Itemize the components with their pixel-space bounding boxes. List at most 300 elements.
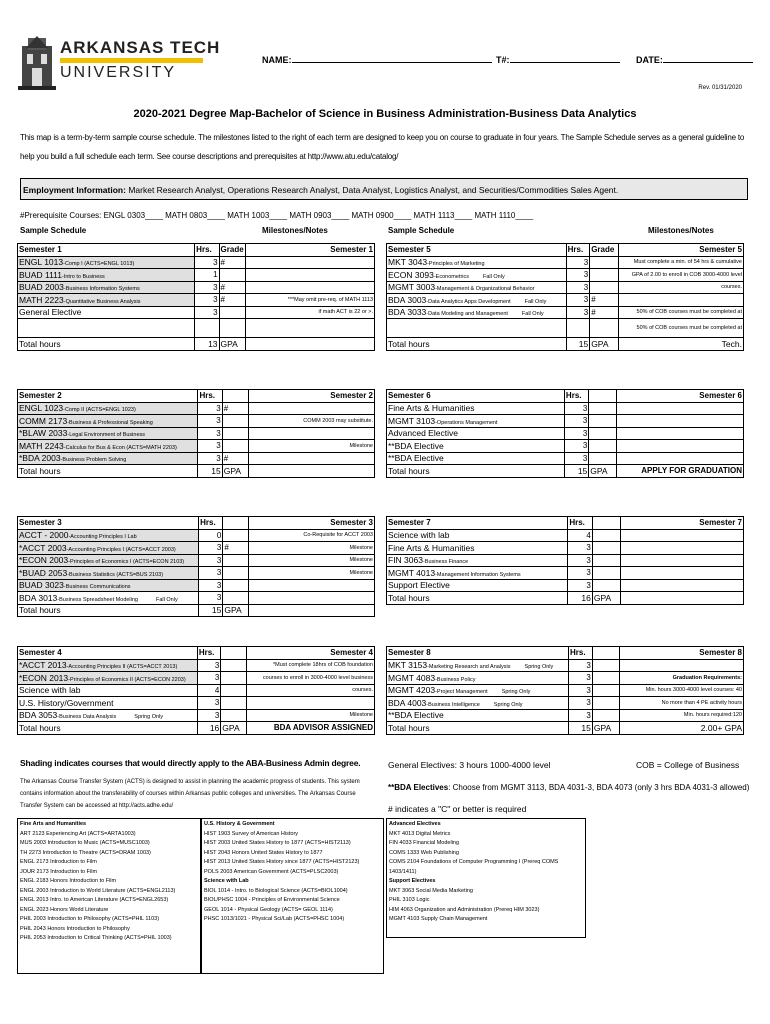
total-hours-label: Total hours — [387, 592, 568, 605]
course-grade: # — [219, 281, 246, 294]
course-row — [18, 709, 375, 722]
course-cell — [18, 269, 195, 282]
milestone-note — [246, 256, 375, 269]
course-hours: 3 — [199, 592, 223, 605]
course-cell — [387, 256, 567, 269]
course-code: MKT 3043 — [388, 257, 428, 268]
course-cell — [387, 542, 568, 555]
total-hours-label: Total hours — [387, 338, 567, 351]
course-hours: 3 — [198, 415, 222, 428]
course-hours: 3 — [198, 440, 222, 453]
course-grade — [592, 659, 619, 672]
milestone-note — [249, 592, 375, 605]
grade-header — [221, 647, 246, 660]
course-cell — [18, 427, 198, 440]
science-item: PHSC 1013/1021 - Physical Sci/Lab (ACTS=PHSC 1004) — [204, 916, 345, 922]
advanced-box — [386, 818, 586, 938]
course-code: *ECON 2003 — [19, 555, 69, 566]
course-term: Spring Only — [524, 664, 554, 671]
course-row — [18, 579, 375, 592]
course-row — [18, 592, 375, 605]
semester-footer-note: 2.00+ GPA — [620, 722, 744, 735]
course-cell — [387, 440, 565, 453]
course-hours: 1 — [195, 269, 219, 282]
course-hours: 3 — [569, 709, 593, 722]
university-line1: ARKANSAS TECH — [60, 38, 221, 57]
course-cell — [387, 415, 565, 428]
sample-schedule-header-right: Sample Schedule — [388, 226, 455, 235]
advanced-item: FIN 4033 Financial Modeling — [389, 840, 460, 846]
fine-arts-item: ENGL 2173 Introduction to Film — [20, 859, 97, 865]
fine-arts-item: ENGL 2013 Intro. to American Literature (ACTS=ENGL2653) — [20, 897, 169, 903]
course-grade: # — [219, 256, 246, 269]
semester-footer-note — [621, 592, 744, 605]
course-cell — [18, 684, 198, 697]
semester-name: Semester 1 — [18, 244, 195, 257]
history-item: HIST 2013 United States History since 1877 (ACTS=HIST2123) — [204, 859, 360, 865]
history-box — [201, 818, 384, 974]
date-field[interactable] — [663, 62, 753, 63]
course-cell — [18, 709, 198, 722]
course-row — [18, 567, 375, 580]
course-grade — [221, 659, 246, 672]
course-hours: 3 — [199, 579, 223, 592]
course-desc: -Management Information Systems — [435, 571, 521, 578]
course-desc: -Business Intelligence — [426, 701, 480, 708]
blank-cell — [18, 319, 195, 338]
course-code: MGMT 4013 — [388, 567, 436, 578]
milestone-note: *Must complete 18hrs of COB foundation — [246, 659, 374, 672]
semester-footer-note: APPLY FOR GRADUATION — [617, 465, 744, 478]
course-row — [18, 697, 375, 710]
university-logo-icon — [18, 36, 56, 90]
transfer-note: The Arkansas Course Transfer System (ACTS) is designed to assist in planning the academic progress of students. This system contains information about the transferability of courses within Arkansas public colleges and universities. The Arkansas Course Transfer System can be accessed at http://acts.adhe.edu/ — [20, 779, 360, 809]
course-grade — [221, 672, 246, 685]
blank-cell — [195, 319, 219, 338]
semester-name: Semester 6 — [387, 390, 565, 403]
course-code: **BDA Elective — [388, 453, 444, 464]
milestone-note: Milestone — [249, 554, 375, 567]
hrs-header: Hrs. — [199, 517, 223, 530]
history-item: HIST 2043 Honors United States History to 1877 — [204, 849, 323, 856]
milestone-note: Graduation Requirements: — [620, 672, 744, 685]
course-hours: 0 — [199, 529, 223, 542]
total-hours-label: Total hours — [387, 722, 569, 735]
course-grade — [221, 684, 246, 697]
hrs-header: Hrs. — [564, 390, 588, 403]
hrs-header: Hrs. — [569, 647, 593, 660]
shading-note: Shading indicates courses that would directly apply to the ABA-Business Admin degree. — [20, 758, 361, 768]
course-cell — [18, 542, 199, 555]
course-code: Fine Arts & Humanities — [388, 542, 475, 553]
blank-cell — [566, 319, 590, 338]
course-row — [18, 542, 375, 555]
semester-footer-note — [248, 465, 374, 478]
course-row — [18, 294, 375, 307]
blank-cell — [219, 319, 246, 338]
course-hours: 3 — [197, 659, 220, 672]
milestone-note: Min. hours 3000-4000 level courses: 40 — [620, 684, 744, 697]
course-row — [18, 402, 375, 415]
course-desc: -Business Data Analysis — [57, 714, 117, 721]
semester-table-left-1 — [17, 243, 375, 351]
hrs-header: Hrs. — [195, 244, 219, 257]
milestone-note — [621, 529, 744, 542]
history-item: POLS 2003 American Government (ACTS=PLSC2003) — [204, 868, 339, 875]
semester-name: Semester 3 — [18, 517, 199, 530]
advanced-item: COMS 2104 Foundations of Computer Programming I (Prereq COMS 1403/1411) — [389, 859, 559, 875]
course-code: BDA 3033 — [388, 307, 427, 318]
milestone-header: Semester 6 — [617, 390, 744, 403]
course-desc: -Intro to Business — [62, 273, 105, 280]
milestone-header: Semester 5 — [618, 244, 743, 257]
science-item: BIOL 1014 - Intro. to Biological Science (ACTS=BIOL1004) — [204, 887, 348, 894]
gpa-label: GPA — [223, 604, 249, 617]
bda-electives-note — [388, 783, 749, 792]
intro-text: This map is a term-by-term sample course schedule. The milestones listed to the right of each term are designed to keep you on course to graduate in four years. The Sample Schedule serves as a general guideline to help you build a full schedule each term. See course descriptions and prerequisites at http://www.atu.edu/catalog/ — [20, 133, 745, 161]
milestone-note: Milestone — [249, 567, 375, 580]
course-cell — [387, 697, 569, 710]
course-grade — [223, 554, 249, 567]
course-grade: # — [222, 452, 248, 465]
course-hours: 3 — [199, 567, 223, 580]
semester-name: Semester 7 — [387, 517, 568, 530]
name-label-text: NAME: — [262, 55, 292, 65]
course-code: *BDA 2003 — [19, 453, 61, 464]
course-cell — [387, 427, 565, 440]
course-grade — [589, 452, 617, 465]
course-cell — [387, 402, 565, 415]
course-code: Science with lab — [388, 530, 450, 541]
milestone-note — [621, 579, 744, 592]
course-cell — [18, 554, 199, 567]
course-grade — [222, 440, 248, 453]
milestones-header-right: Milestones/Notes — [648, 226, 714, 235]
milestone-note: Milestone — [246, 709, 374, 722]
course-code: BDA 3053 — [19, 710, 58, 721]
semester-table-right-1 — [386, 243, 744, 351]
course-desc: -Project Management — [435, 689, 488, 696]
milestone-header: Semester 4 — [246, 647, 374, 660]
course-grade — [223, 567, 249, 580]
science-item: GEOL 1014 - Physical Geology (ACTS= GEOL 1114) — [204, 906, 333, 913]
milestone-note — [246, 269, 375, 282]
course-desc: -Business Policy — [435, 676, 476, 683]
milestone-note — [248, 427, 374, 440]
science-title: Science with Lab — [204, 878, 249, 884]
milestone-note — [617, 440, 744, 453]
course-cell — [18, 567, 199, 580]
support-item: HIM 4063 Organization and Administration (Prereq HIM 3023) — [389, 906, 540, 913]
course-row — [18, 659, 375, 672]
course-hours: 3 — [564, 402, 588, 415]
course-desc: -Principles of Economics II (ACTS=ECON 2203) — [68, 676, 186, 683]
hrs-header: Hrs. — [197, 647, 220, 660]
course-hours: 3 — [564, 415, 588, 428]
course-desc: -Marketing Research and Analysis — [427, 664, 511, 671]
course-grade — [590, 281, 618, 294]
course-code: *ACCT 2013 — [19, 660, 67, 671]
name-label — [262, 55, 492, 65]
course-grade — [223, 579, 249, 592]
course-cell — [18, 592, 199, 605]
course-desc: -Business Finance — [422, 559, 469, 566]
course-hours: 3 — [195, 306, 219, 319]
course-desc: -Business Problem Solving — [60, 457, 127, 464]
course-hours: 3 — [195, 256, 219, 269]
milestone-header: Semester 1 — [246, 244, 375, 257]
course-hours: 3 — [566, 294, 590, 307]
advanced-list — [389, 830, 583, 878]
gpa-label: GPA — [589, 465, 617, 478]
grade-note: # indicates a "C" or better is required — [388, 804, 527, 814]
course-row — [18, 554, 375, 567]
course-desc: -Accounting Principles II (ACTS=ACCT 2013) — [66, 664, 178, 671]
course-cell — [18, 415, 198, 428]
course-grade — [223, 592, 249, 605]
milestone-note: courses. — [618, 281, 743, 294]
course-desc: -Business Spreadsheet Modeling — [57, 596, 138, 603]
milestone-note — [248, 452, 374, 465]
milestone-note — [249, 579, 375, 592]
blank-cell — [590, 319, 618, 338]
fine-arts-item: JOUR 2173 Introduction to Film — [20, 868, 98, 875]
course-grade — [589, 427, 617, 440]
milestone-note: COMM 2003 may substitute. — [248, 415, 374, 428]
course-cell — [387, 306, 567, 319]
course-hours: 3 — [195, 281, 219, 294]
milestone-note: Must complete a min. of 54 hrs & cumulative — [618, 256, 743, 269]
course-term: Spring Only — [501, 689, 531, 696]
gpa-label: GPA — [222, 465, 248, 478]
blank-cell — [246, 319, 375, 338]
course-code: Fine Arts & Humanities — [388, 403, 475, 414]
advanced-title: Advanced Electives — [389, 821, 441, 827]
support-title: Support Electives — [389, 878, 436, 884]
course-code: BDA 3003 — [388, 294, 427, 305]
course-grade — [589, 402, 617, 415]
course-cell — [387, 294, 567, 307]
support-item: MKT 3063 Social Media Marketing — [389, 887, 473, 894]
milestone-header: Semester 8 — [620, 647, 744, 660]
science-list — [204, 887, 381, 925]
course-desc: -Principles of Marketing — [427, 261, 485, 268]
course-code: **BDA Elective — [388, 440, 444, 451]
course-hours: 3 — [564, 427, 588, 440]
total-hours-value: 15 — [564, 465, 588, 478]
milestone-note — [621, 567, 744, 580]
course-grade — [592, 709, 619, 722]
blank-cell — [387, 319, 567, 338]
milestone-note — [621, 542, 744, 555]
milestone-note — [248, 402, 374, 415]
course-term: Fall Only — [483, 273, 505, 280]
course-code: MKT 3153 — [388, 660, 428, 671]
advanced-item: MKT 4013 Digital Metrics — [389, 830, 451, 837]
university-name — [60, 38, 220, 57]
milestone-note — [617, 427, 744, 440]
date-label-text: DATE: — [636, 55, 663, 65]
course-hours: 3 — [568, 554, 593, 567]
milestone-note — [246, 697, 374, 710]
course-code: MGMT 4203 — [388, 685, 436, 696]
semester-footer-note: Tech. — [618, 338, 743, 351]
fine-arts-item: PHIL 2053 Introduction to Critical Thinking (ACTS=PHIL 1003) — [20, 935, 172, 941]
course-code: MGMT 3003 — [388, 282, 436, 293]
course-term: Fall Only — [524, 298, 547, 305]
course-grade — [592, 697, 619, 710]
milestone-note — [617, 402, 744, 415]
total-hours-value: 15 — [198, 465, 222, 478]
milestone-note: Milestone — [248, 440, 374, 453]
course-code: MATH 2223 — [19, 294, 64, 305]
gpa-label: GPA — [592, 592, 620, 605]
semester-table-right-4 — [386, 646, 744, 735]
milestone-header: Semester 7 — [621, 517, 744, 530]
course-hours: 4 — [568, 529, 593, 542]
name-field[interactable] — [292, 62, 492, 63]
fine-arts-box — [17, 818, 201, 974]
gpa-label: GPA — [219, 338, 246, 351]
course-code: **BDA Elective — [388, 710, 444, 721]
course-row — [18, 672, 375, 685]
course-grade: # — [590, 294, 618, 307]
course-code: ACCT - 2000 — [19, 530, 69, 541]
grade-header: Grade — [219, 244, 246, 257]
total-hours-value: 15 — [569, 722, 593, 735]
course-cell — [387, 659, 569, 672]
date-label — [636, 55, 753, 65]
course-code: BUAD 3023 — [19, 580, 64, 591]
cob-note: COB = College of Business — [636, 760, 740, 770]
course-hours: 3 — [197, 697, 220, 710]
course-desc: -Comp II (ACTS=ENGL 1023) — [63, 407, 136, 414]
milestone-note — [621, 554, 744, 567]
tnum-label — [496, 55, 620, 65]
course-grade — [222, 427, 248, 440]
course-grade — [590, 256, 618, 269]
course-code: *ACCT 2003 — [19, 542, 67, 553]
course-grade — [592, 567, 620, 580]
course-hours: 3 — [564, 452, 588, 465]
employment-info — [20, 178, 748, 200]
semester-table-left-2 — [17, 389, 375, 478]
course-cell — [387, 567, 568, 580]
hrs-header: Hrs. — [568, 517, 593, 530]
total-hours-label: Total hours — [18, 604, 199, 617]
course-cell — [18, 306, 195, 319]
course-grade — [592, 579, 620, 592]
course-grade: # — [590, 306, 618, 319]
grade-header — [592, 517, 620, 530]
course-grade — [589, 415, 617, 428]
support-item: PHIL 3103 Logic — [389, 897, 430, 903]
grade-header — [223, 517, 249, 530]
course-code: MATH 2243 — [19, 440, 64, 451]
total-hours-value: 15 — [199, 604, 223, 617]
milestone-note: Min. hours required:120 — [620, 709, 744, 722]
course-row — [18, 415, 375, 428]
course-desc: -Data Analytics Apps Development — [426, 298, 511, 305]
course-grade — [221, 697, 246, 710]
course-hours: 3 — [566, 256, 590, 269]
course-desc: -Accounting Principles I (ACTS=ACCT 2003) — [66, 546, 176, 553]
course-code: Support Elective — [388, 580, 450, 591]
course-desc: -Comp I (ACTS=ENGL 1013) — [63, 261, 135, 268]
semester-table-left-4 — [17, 646, 375, 735]
general-electives: General Electives: 3 hours 1000-4000 level — [388, 760, 551, 770]
course-cell — [18, 440, 198, 453]
milestone-note: courses. — [246, 684, 374, 697]
course-code: ECON 3093 — [388, 269, 434, 280]
fine-arts-title: Fine Arts and Humanities — [20, 821, 87, 827]
milestone-header: Semester 2 — [248, 390, 374, 403]
milestone-note: courses to enroll in 3000-4000 level business — [246, 672, 374, 685]
course-code: *ECON 2013 — [19, 672, 69, 683]
course-cell — [18, 659, 198, 672]
course-desc: -Data Modeling and Management — [426, 311, 508, 318]
revision-text: Rev. 01/31/2020 — [698, 85, 742, 91]
course-grade — [219, 306, 246, 319]
hrs-header: Hrs. — [566, 244, 590, 257]
employment-text: Market Research Analyst, Operations Research Analyst, Data Analyst, Logistics Analyst, and Securities/Commodities Sales Agent. — [128, 185, 619, 195]
course-cell — [18, 697, 198, 710]
course-hours: 3 — [568, 567, 593, 580]
course-hours: 3 — [568, 579, 593, 592]
course-code: *BLAW 2033 — [19, 428, 68, 439]
course-cell — [387, 684, 569, 697]
course-grade: # — [222, 402, 248, 415]
fine-arts-item: ART 2123 Experiencing Art (ACTS=ARTA1003) — [20, 830, 136, 837]
course-hours: 3 — [566, 281, 590, 294]
course-grade — [221, 709, 246, 722]
course-hours: 3 — [198, 452, 222, 465]
course-hours: 3 — [569, 672, 593, 685]
course-desc: -Business Statistics (ACTS=BUS 2103) — [67, 571, 164, 578]
course-grade: # — [219, 294, 246, 307]
course-cell — [18, 452, 198, 465]
course-hours: 3 — [195, 294, 219, 307]
course-grade — [592, 554, 620, 567]
course-hours: 3 — [566, 306, 590, 319]
grade-header — [222, 390, 248, 403]
course-hours: 3 — [568, 542, 593, 555]
total-hours-value: 15 — [566, 338, 590, 351]
course-row — [18, 256, 375, 269]
course-desc: -Econometrics — [433, 273, 469, 280]
semester-name: Semester 2 — [18, 390, 198, 403]
semester-table-right-2 — [386, 389, 744, 478]
employment-label: Employment Information: — [23, 185, 126, 195]
course-grade — [592, 684, 619, 697]
milestone-note: Co-Requisite for ACCT 2003 — [249, 529, 375, 542]
course-row — [18, 427, 375, 440]
course-desc: -Business & Professional Speaking — [67, 419, 153, 426]
course-code: BDA 3013 — [19, 592, 58, 603]
tnum-field[interactable] — [510, 62, 620, 63]
milestone-note: Milestone — [249, 542, 375, 555]
course-desc: -Quantitative Business Analysis — [63, 298, 141, 305]
milestone-note — [246, 281, 375, 294]
course-desc: -Business Communications — [63, 584, 131, 591]
support-list — [389, 887, 583, 925]
course-hours: 3 — [566, 269, 590, 282]
total-hours-label: Total hours — [387, 465, 565, 478]
course-cell — [18, 529, 199, 542]
course-code: FIN 3063 — [388, 555, 423, 566]
total-hours-value: 13 — [195, 338, 219, 351]
fine-arts-item: PHIL 2043 Honors Introduction to Philosophy — [20, 925, 130, 932]
